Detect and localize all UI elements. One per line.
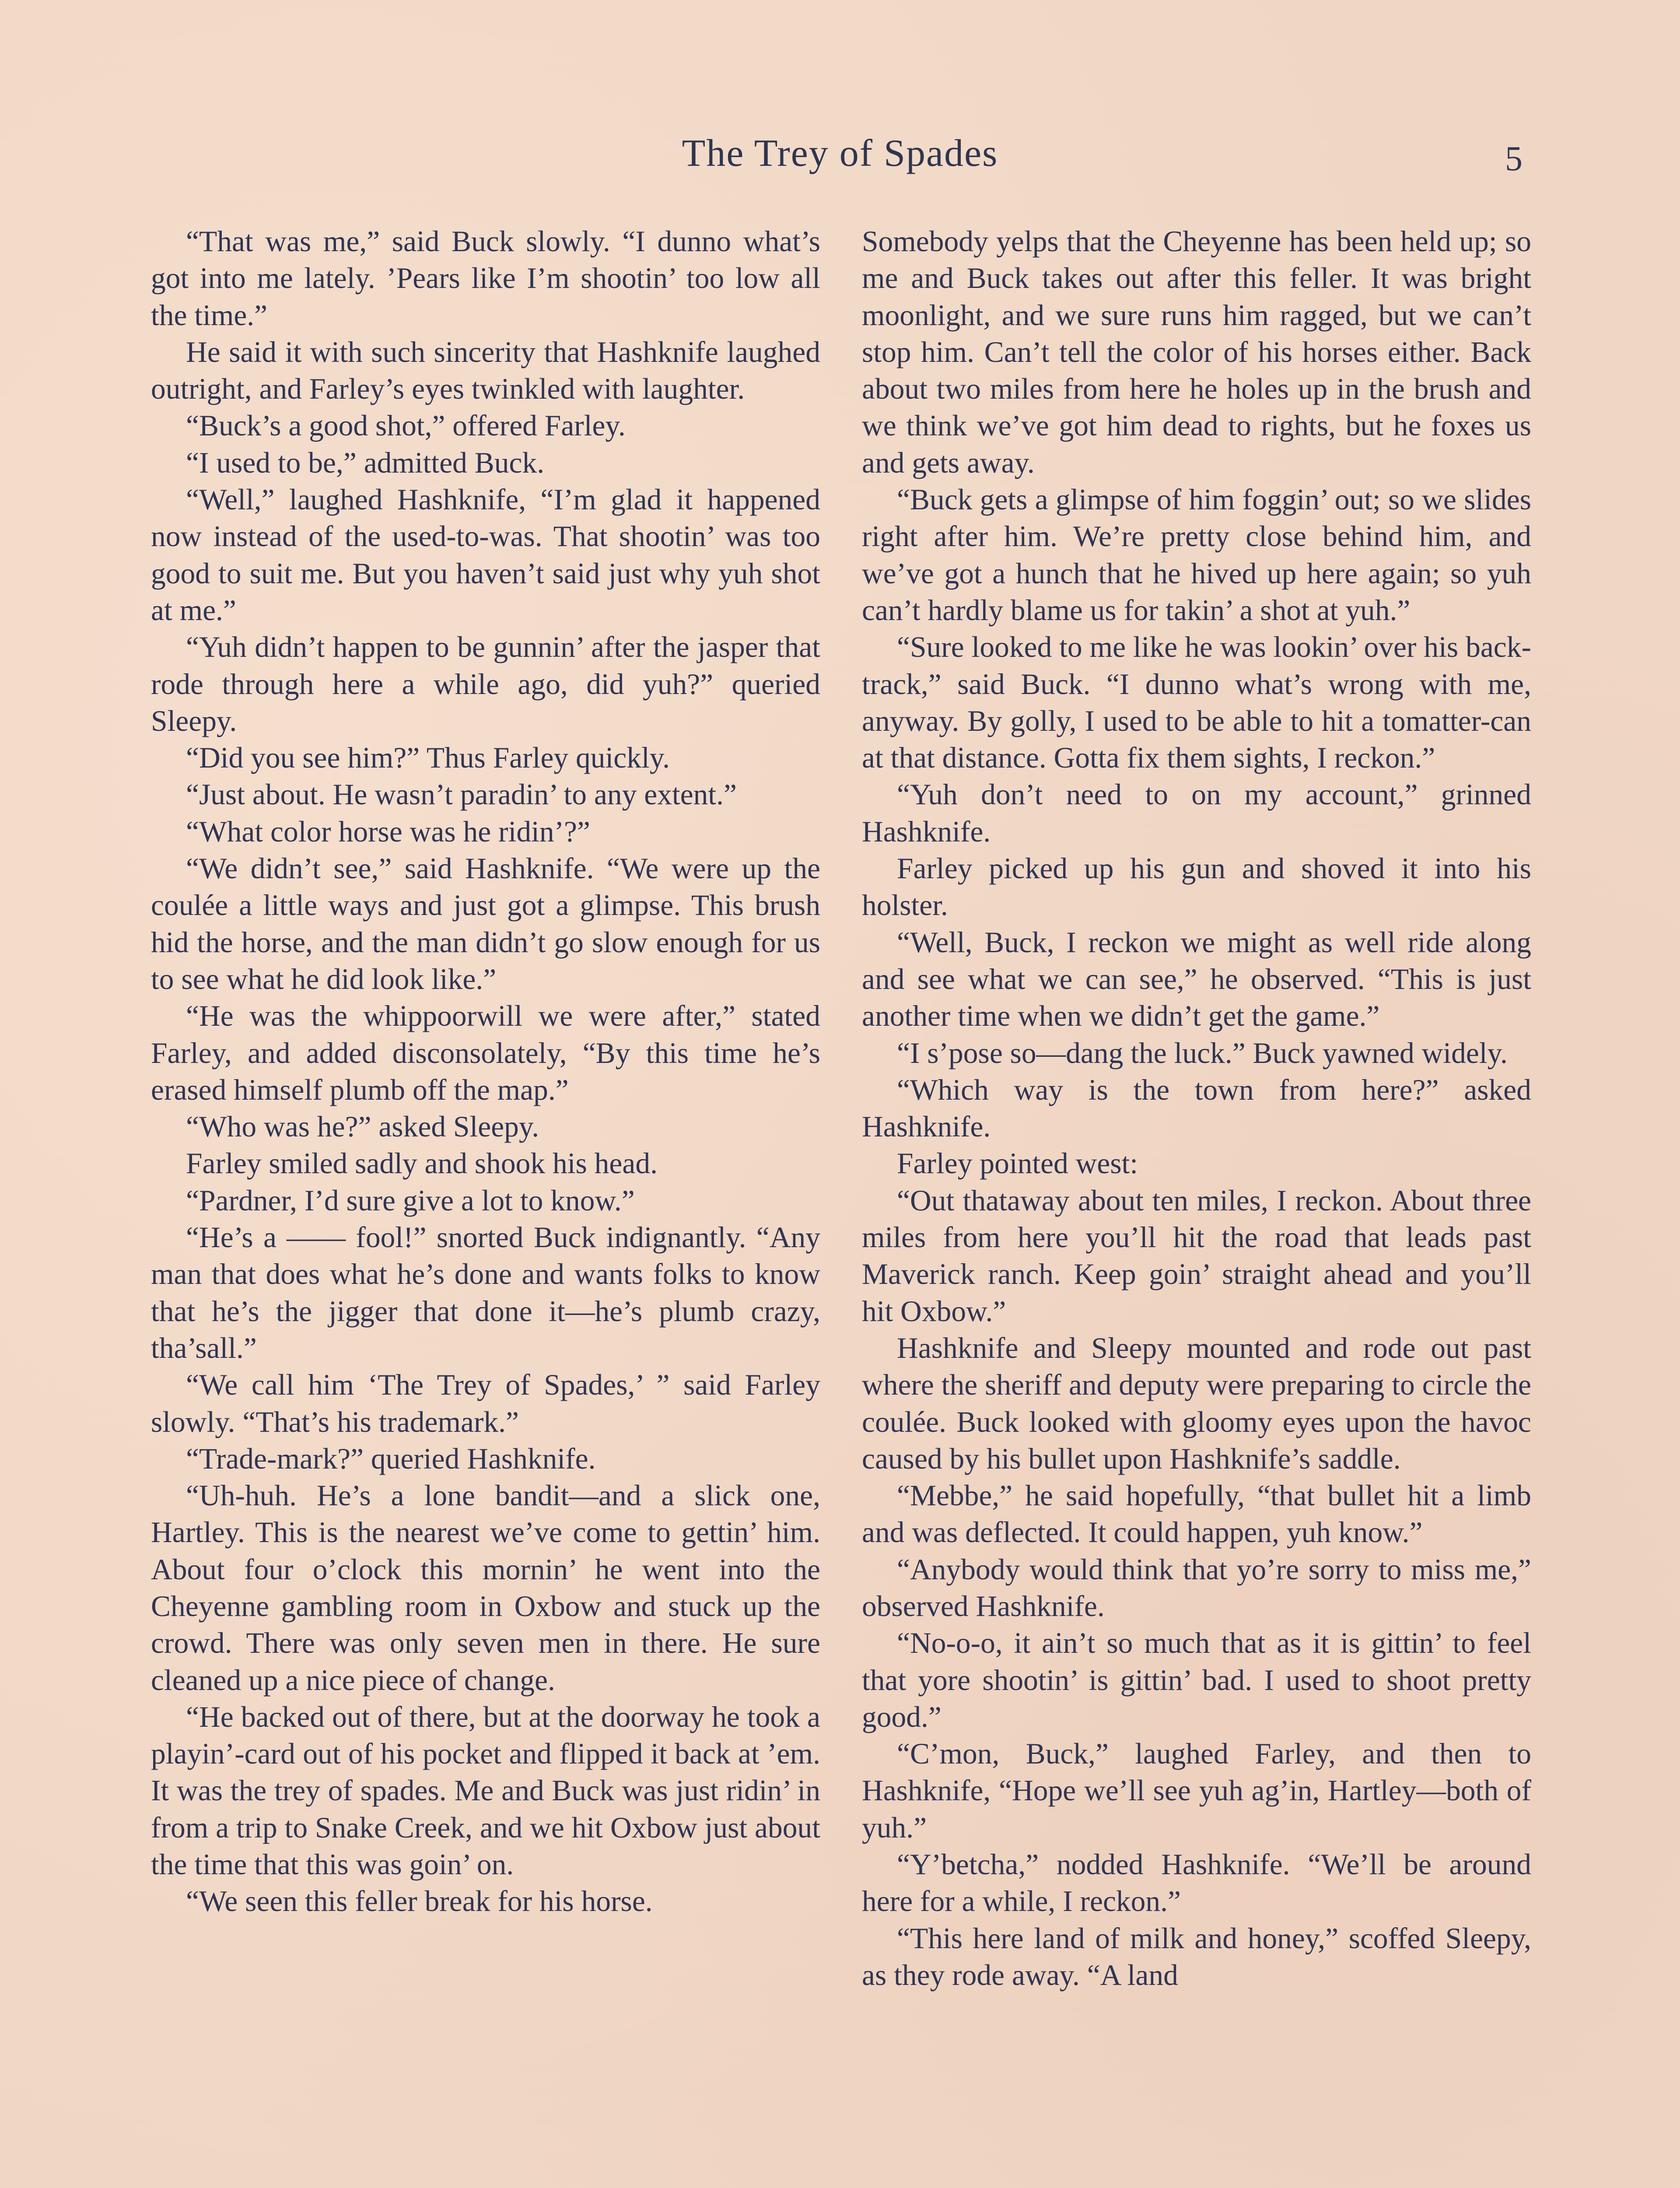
paragraph: “Uh-huh. He’s a lone bandit—and a slick one, Hartley. This is the nearest we’ve come to gettin’ him. About four o’clock this mornin’ he went into the Cheyenne gambling room in Oxbow and stuck up the crowd. There was only seven men in there. He sure cleaned up a nice piece of change.: [151, 1479, 820, 1697]
paragraph: “Well, Buck, I reckon we might as well ride along and see what we can see,” he observed. “This is just another time when we didn’t get the game.”: [862, 926, 1531, 1033]
paragraph: Farley picked up his gun and shoved it into his holster.: [862, 852, 1531, 922]
paragraph: Farley smiled sadly and shook his head.: [186, 1147, 658, 1180]
paragraph: “No-o-o, it ain’t so much that as it is gittin’ to feel that yore shootin’ is gittin’ bad. I used to shoot pretty good.”: [862, 1627, 1531, 1733]
paragraph: “Pardner, I’d sure give a lot to know.”: [186, 1184, 635, 1217]
paragraph: “Just about. He wasn’t paradin’ to any extent.”: [186, 778, 737, 811]
left-text-column: [151, 223, 820, 1920]
paragraph: “Who was he?” asked Sleepy.: [186, 1110, 539, 1143]
paragraph: “He backed out of there, but at the doorway he took a playin’-card out of his pocket and flipped it back at ’em. It was the trey of spades. Me and Buck was just ridin’ in from a trip to Snake Creek, and we hit Oxbow just about the time that this was goin’ on.: [151, 1700, 820, 1881]
running-header-title: The Trey of Spades: [682, 132, 998, 175]
paragraph: “Sure looked to me like he was lookin’ over his back-track,” said Buck. “I dunno what’s wrong with me, anyway. By golly, I used to be able to hit a tomatter-can at that distance. Gotta fix them sights, I reckon.”: [862, 631, 1531, 775]
page-number: 5: [1505, 140, 1522, 178]
paragraph: “Y’betcha,” nodded Hashknife. “We’ll be around here for a while, I reckon.”: [862, 1848, 1531, 1918]
right-text-column: [862, 223, 1531, 1994]
paragraph: “He’s a —— fool!” snorted Buck indignantly. “Any man that does what he’s done and wants folks to know that he’s the jigger that done it—he’s plumb crazy, tha’sall.”: [151, 1221, 820, 1364]
paragraph: “Anybody would think that yo’re sorry to miss me,” observed Hashknife.: [862, 1553, 1531, 1623]
paragraph: “Trade-mark?” queried Hashknife.: [186, 1442, 596, 1475]
paragraph: “Out thataway about ten miles, I reckon. About three miles from here you’ll hit the road that leads past Maverick ranch. Keep goin’ straight ahead and you’ll hit Oxbow.”: [862, 1184, 1531, 1328]
paragraph: “Buck gets a glimpse of him foggin’ out; so we slides right after him. We’re pretty close behind him, and we’ve got a hunch that he hived up here again; so yuh can’t hardly blame us for takin’ a shot at yuh.”: [862, 483, 1531, 627]
paragraph: “Which way is the town from here?” asked Hashknife.: [862, 1073, 1531, 1143]
paragraph: He said it with such sincerity that Hashknife laughed outright, and Farley’s eyes twinkled with laughter.: [151, 335, 820, 406]
paragraph: “We call him ‘The Trey of Spades,’ ” said Farley slowly. “That’s his trademark.”: [151, 1368, 820, 1438]
paragraph: Hashknife and Sleepy mounted and rode out past where the sheriff and deputy were preparing to circle the coulée. Buck looked with gloomy eyes upon the havoc caused by his bullet upon Hashknife’s saddle.: [862, 1331, 1531, 1475]
paragraph: Farley pointed west:: [897, 1147, 1138, 1180]
paragraph: “He was the whippoorwill we were after,” stated Farley, and added disconsolately, “By this time he’s erased himself plumb off the map.”: [151, 999, 820, 1106]
paragraph: Somebody yelps that the Cheyenne has been held up; so me and Buck takes out after this feller. It was bright moonlight, and we sure runs him ragged, but we can’t stop him. Can’t tell the color of his horses either. Back about two miles from here he holes up in the brush and we think we’ve got him dead to rights, but he foxes us and gets away.: [862, 225, 1531, 479]
paragraph: “C’mon, Buck,” laughed Farley, and then to Hashknife, “Hope we’ll see yuh ag’in, Hartley—both of yuh.”: [862, 1737, 1531, 1844]
paragraph: “We seen this feller break for his horse.: [186, 1885, 653, 1918]
paragraph: “Buck’s a good shot,” offered Farley.: [186, 409, 626, 442]
paragraph: “We didn’t see,” said Hashknife. “We were up the coulée a little ways and just got a glimpse. This brush hid the horse, and the man didn’t go slow enough for us to see what he did look like.”: [151, 852, 820, 996]
paragraph: “Did you see him?” Thus Farley quickly.: [186, 741, 670, 775]
paragraph: “Yuh didn’t happen to be gunnin’ after the jasper that rode through here a while ago, did yuh?” queried Sleepy.: [151, 631, 820, 737]
paragraph: “Mebbe,” he said hopefully, “that bullet hit a limb and was deflected. It could happen, yuh know.”: [862, 1479, 1531, 1549]
paragraph: “This here land of milk and honey,” scoffed Sleepy, as they rode away. “A land: [862, 1922, 1531, 1992]
paragraph: “Yuh don’t need to on my account,” grinned Hashknife.: [862, 778, 1531, 848]
paragraph: “I s’pose so—dang the luck.” Buck yawned widely.: [897, 1036, 1508, 1069]
paragraph: “Well,” laughed Hashknife, “I’m glad it happened now instead of the used-to-was. That shootin’ was too good to suit me. But you haven’t said just why yuh shot at me.”: [151, 483, 820, 627]
paragraph: “I used to be,” admitted Buck.: [186, 446, 545, 479]
paragraph: “That was me,” said Buck slowly. “I dunno what’s got into me lately. ’Pears like I’m shootin’ too low all the time.”: [151, 225, 820, 332]
paragraph: “What color horse was he ridin’?”: [186, 815, 590, 848]
